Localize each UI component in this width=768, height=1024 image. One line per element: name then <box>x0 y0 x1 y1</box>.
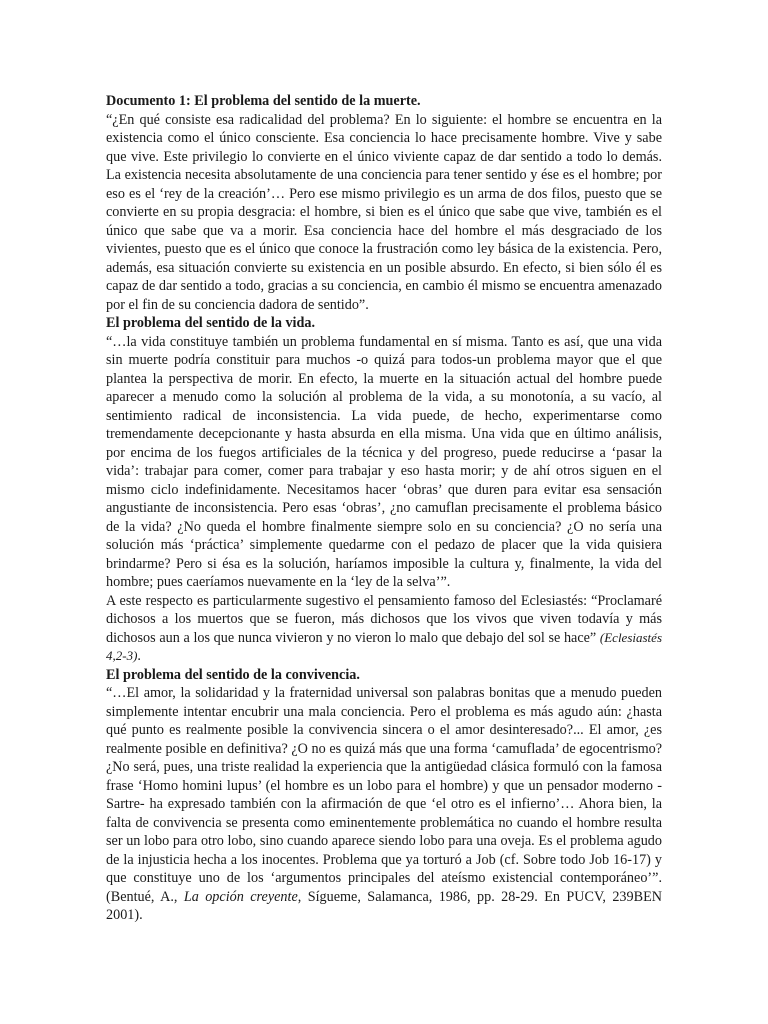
eclesiastes-quote: A este respecto es particularmente sugestivo el pensamiento famoso del Eclesiastés: “Proclamaré dichosos a los muertos que se fueron, más dichosos que los vivos que viven todavía y más dichosos aun a los que nunca vivieron y no vieron lo malo que debajo del sol se hace” <box>106 592 662 646</box>
section-heading-vida: El problema del sentido de la vida. <box>106 315 316 331</box>
document-body <box>106 92 662 925</box>
citation-end: . <box>137 648 141 664</box>
convivencia-text: “…El amor, la solidaridad y la fraternidad universal son palabras bonitas que a menudo pueden simplemente intentar encubrir una mala conciencia. Pero el problema es más agudo aún: ¿hasta qué punto es realmente posible la convivencia sincera o el amor desinteresado?... El amor, ¿es realmente posible en definitiva? ¿O no es quizá más que una forma ‘camuflada’ de egocentrismo? ¿No será, pues, una triste realidad la experiencia que la antigüedad clásica formuló con la famosa frase ‘Homo homini lupus’ (el hombre es un lobo para el hombre) y que un pensador moderno -Sartre- ha expresado también con la afirmación de que ‘el otro es el infierno’… Ahora bien, la falta de convivencia se presenta como eminentemente problemática no cuando el hombre resulta ser un lobo para otro lobo, sino cuando aparece siendo lobo para una oveja. Es el problema agudo de la injusticia hecha a los inocentes. Problema que ya torturó a Job (cf. Sobre todo Job 16-17) y que constituye uno de los ‘argumentos principales del ateísmo existencial contemporáneo’”. (Bentué, A., <box>106 685 662 905</box>
book-title: La opción creyente <box>183 888 298 905</box>
paragraph-convivencia <box>106 684 662 925</box>
section-heading-convivencia: El problema del sentido de la convivencia. <box>106 666 360 683</box>
section-heading-muerte: Documento 1: El problema del sentido de la muerte. <box>106 93 421 109</box>
eclesiastes-citation: (Eclesiastés 4,2-3) <box>106 629 662 663</box>
reference-end: , Sígueme, Salamanca, 1986, pp. 28-29. En PUCV, 239BEN 2001). <box>106 888 662 923</box>
paragraph-vida: “…la vida constituye también un problema fundamental en sí misma. Tanto es así, que una vida sin muerte podría constituir para muchos -o quizá para todos-un problema mayor que el que plantea la perspectiva de morir. En efecto, la muerte en la situación actual del hombre puede aparecer a menudo como la solución al problema de la vida, a su monotonía, a su vacío, al sentimiento radical de inconsistencia. La vida puede, de hecho, experimentarse como tremendamente decepcionante y hasta absurda en ella misma. Una vida que en último análisis, por encima de los fuegos artificiales de la técnica y del progreso, puede reducirse a ‘pasar la vida’: trabajar para comer, comer para trabajar y eso hasta morir; y de ahí otros siguen en el mismo ciclo indefinidamente. Necesitamos hacer ‘obras’ que duren para evitar esa sensación angustiante de inconsistencia. Pero esas ‘obras’, ¿no camuflan precisamente el problema básico de la vida? ¿No queda el hombre finalmente siempre solo en su conciencia? ¿O no sería una solución más ‘práctica’ simplemente quedarme con el pedazo de placer que la vida quisiera brindarme? Pero si ésa es la solución, haríamos imposible la cultura y, finalmente, la vida del hombre; pues caeríamos nuevamente en la ‘ley de la selva’”. <box>106 333 662 590</box>
paragraph-eclesiastes <box>106 592 662 666</box>
paragraph-muerte: “¿En qué consiste esa radicalidad del problema? En lo siguiente: el hombre se encuentra en la existencia como el único consciente. Esa conciencia lo hace precisamente hombre. Vive y sabe que vive. Este privilegio lo convierte en el único viviente capaz de dar sentido a todo lo demás. La existencia necesita absolutamente de una conciencia para tener sentido y ése es el hombre; por eso es el ‘rey de la creación’… Pero ese mismo privilegio es un arma de dos filos, puesto que se convierte en su propia desgracia: el hombre, si bien es el único que sabe que vive, también es el único que sabe que va a morir. Esa conciencia hace del hombre el más desgraciado de los vivientes, puesto que es el único que conoce la frustración como ley básica de la existencia. Pero, además, esa situación convierte su existencia en un posible absurdo. En efecto, si bien sólo él es capaz de dar sentido a todo, gracias a su conciencia, en cambio él mismo se encuentra amenazado por el fin de su conciencia dadora de sentido”. <box>106 111 662 313</box>
